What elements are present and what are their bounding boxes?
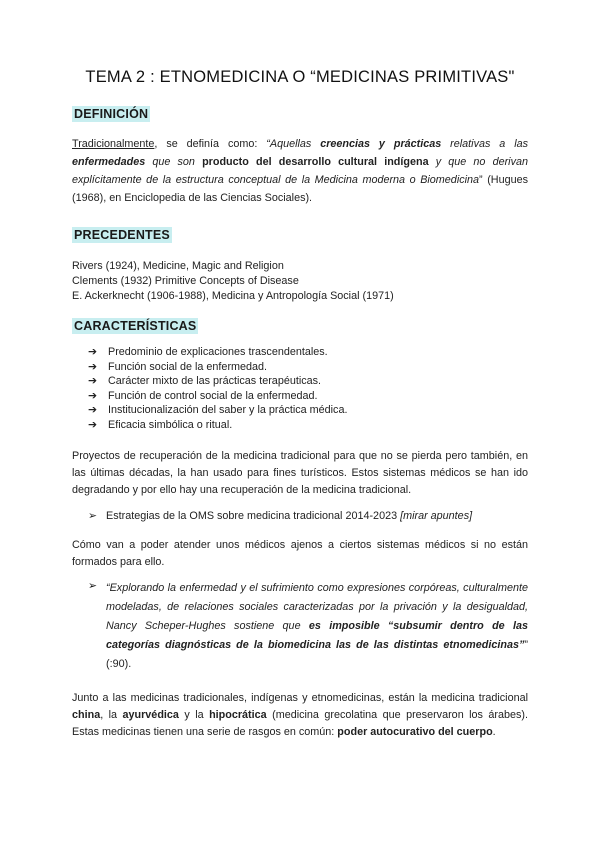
triangle-arrow-icon: ➢ — [88, 580, 98, 592]
section-heading-definicion: DEFINICIÓN — [74, 107, 149, 121]
precedente-line-3: E. Ackerknecht (1906-1988), Medicina y Antropología Social (1971) — [72, 290, 394, 302]
arrow-icon: ➔ — [88, 418, 98, 431]
list-item-text: Función social de la enfermedad. — [108, 360, 268, 373]
arrow-icon: ➔ — [88, 404, 98, 417]
list-item-text: Predominio de explicaciones trascendentales. — [108, 346, 328, 358]
arrow-icon: ➔ — [88, 360, 98, 373]
text-italic: “Aquellas — [266, 138, 321, 150]
oms-text: Estrategias de la OMS sobre medicina tradicional 2014-2023 — [106, 510, 401, 522]
arrow-icon: ➔ — [88, 375, 98, 388]
list-item-text: Institucionalización del saber y la práctica médica. — [108, 404, 348, 417]
arrow-icon: ➔ — [88, 346, 98, 358]
list-item — [88, 374, 347, 389]
definition-paragraph — [72, 135, 528, 207]
characteristics-list — [88, 345, 347, 433]
list-item-text: Carácter mixto de las prácticas terapéuticas. — [108, 375, 322, 388]
precedente-line-2: Clements (1932) Primitive Concepts of Disease — [72, 275, 299, 287]
list-item — [88, 389, 347, 404]
precedente-line-1: Rivers (1924), Medicine, Magic and Religion — [72, 260, 284, 272]
section-heading-precedentes: PRECEDENTES — [74, 228, 170, 242]
text-run: . — [492, 726, 496, 738]
text-bold: producto del desarrollo cultural indígena — [202, 156, 429, 168]
arrow-icon: ➔ — [88, 389, 98, 402]
text-italic: relativas a las — [441, 138, 528, 150]
text-bold-italic: creencias y prácticas — [320, 138, 442, 150]
oms-note: [mirar apuntes] — [400, 510, 473, 522]
quote-bold-italic: es imposible “subsumir dentro de las categorías diagnósticas de la biomedicina las de las distintas etnomedicinas” — [106, 620, 528, 651]
text-run: ” (Hugues (1968), en Enciclopedia de las Ciencias Sociales). — [72, 174, 529, 204]
section-heading-caracteristicas: CARACTERÍSTICAS — [74, 319, 197, 333]
proyectos-paragraph: Proyectos de recuperación de la medicina tradicional para que no se pierda pero también, en las últimas décadas, la han usado para fines turísticos. Estos sistemas médicos se han ido degradando y por ello hay una recuperación de la medicina tradicional. — [72, 450, 528, 496]
junto-paragraph — [72, 690, 528, 741]
quote-citation: ” (:90). — [106, 639, 528, 670]
page-title: TEMA 2 : ETNOMEDICINA O “MEDICINAS PRIMITIVAS" — [85, 68, 515, 86]
text-run: , se definía como: — [154, 138, 267, 150]
text-bold: poder autocurativo del cuerpo — [337, 726, 493, 738]
list-item — [88, 345, 347, 360]
list-item — [88, 418, 347, 433]
triangle-arrow-icon: ➢ — [88, 510, 98, 522]
quote-paragraph — [106, 579, 528, 674]
text-run: (medicina grecolatina que preservaron los árabes). Estas medicinas tienen una serie de rasgos en común: — [72, 709, 528, 738]
text-run: Junto a las medicinas tradicionales, indígenas y etnomedicinas, están la medicina tradicional — [72, 692, 528, 704]
list-item-text: Eficacia simbólica o ritual. — [108, 418, 233, 431]
text-bold: ayurvédica — [122, 709, 179, 721]
text-italic: y que no derivan explícitamente de la estructura conceptual de la Medicina moderna o Biomedicina — [72, 156, 528, 186]
text-underlined: Tradicionalmente — [72, 138, 155, 150]
list-item — [88, 403, 347, 418]
list-item-text: Función de control social de la enfermedad. — [108, 389, 318, 402]
text-bold: hipocrática — [209, 709, 267, 721]
quote-italic: “Explorando la enfermedad y el sufrimiento como expresiones corpóreas, culturalmente modeladas, de relaciones sociales caracterizadas por la privación y la desigualdad, Nancy Scheper-Hughes sostiene que — [106, 582, 528, 632]
text-italic: que son — [145, 156, 203, 168]
text-bold-italic: enfermedades — [72, 156, 146, 168]
list-item — [88, 360, 347, 375]
text-bold: china — [72, 709, 101, 721]
como-paragraph: Cómo van a poder atender unos médicos ajenos a ciertos sistemas médicos si no están formados para ello. — [72, 539, 528, 568]
oms-bullet — [88, 507, 472, 525]
text-run: y la — [178, 709, 210, 721]
text-run: , la — [100, 709, 123, 721]
